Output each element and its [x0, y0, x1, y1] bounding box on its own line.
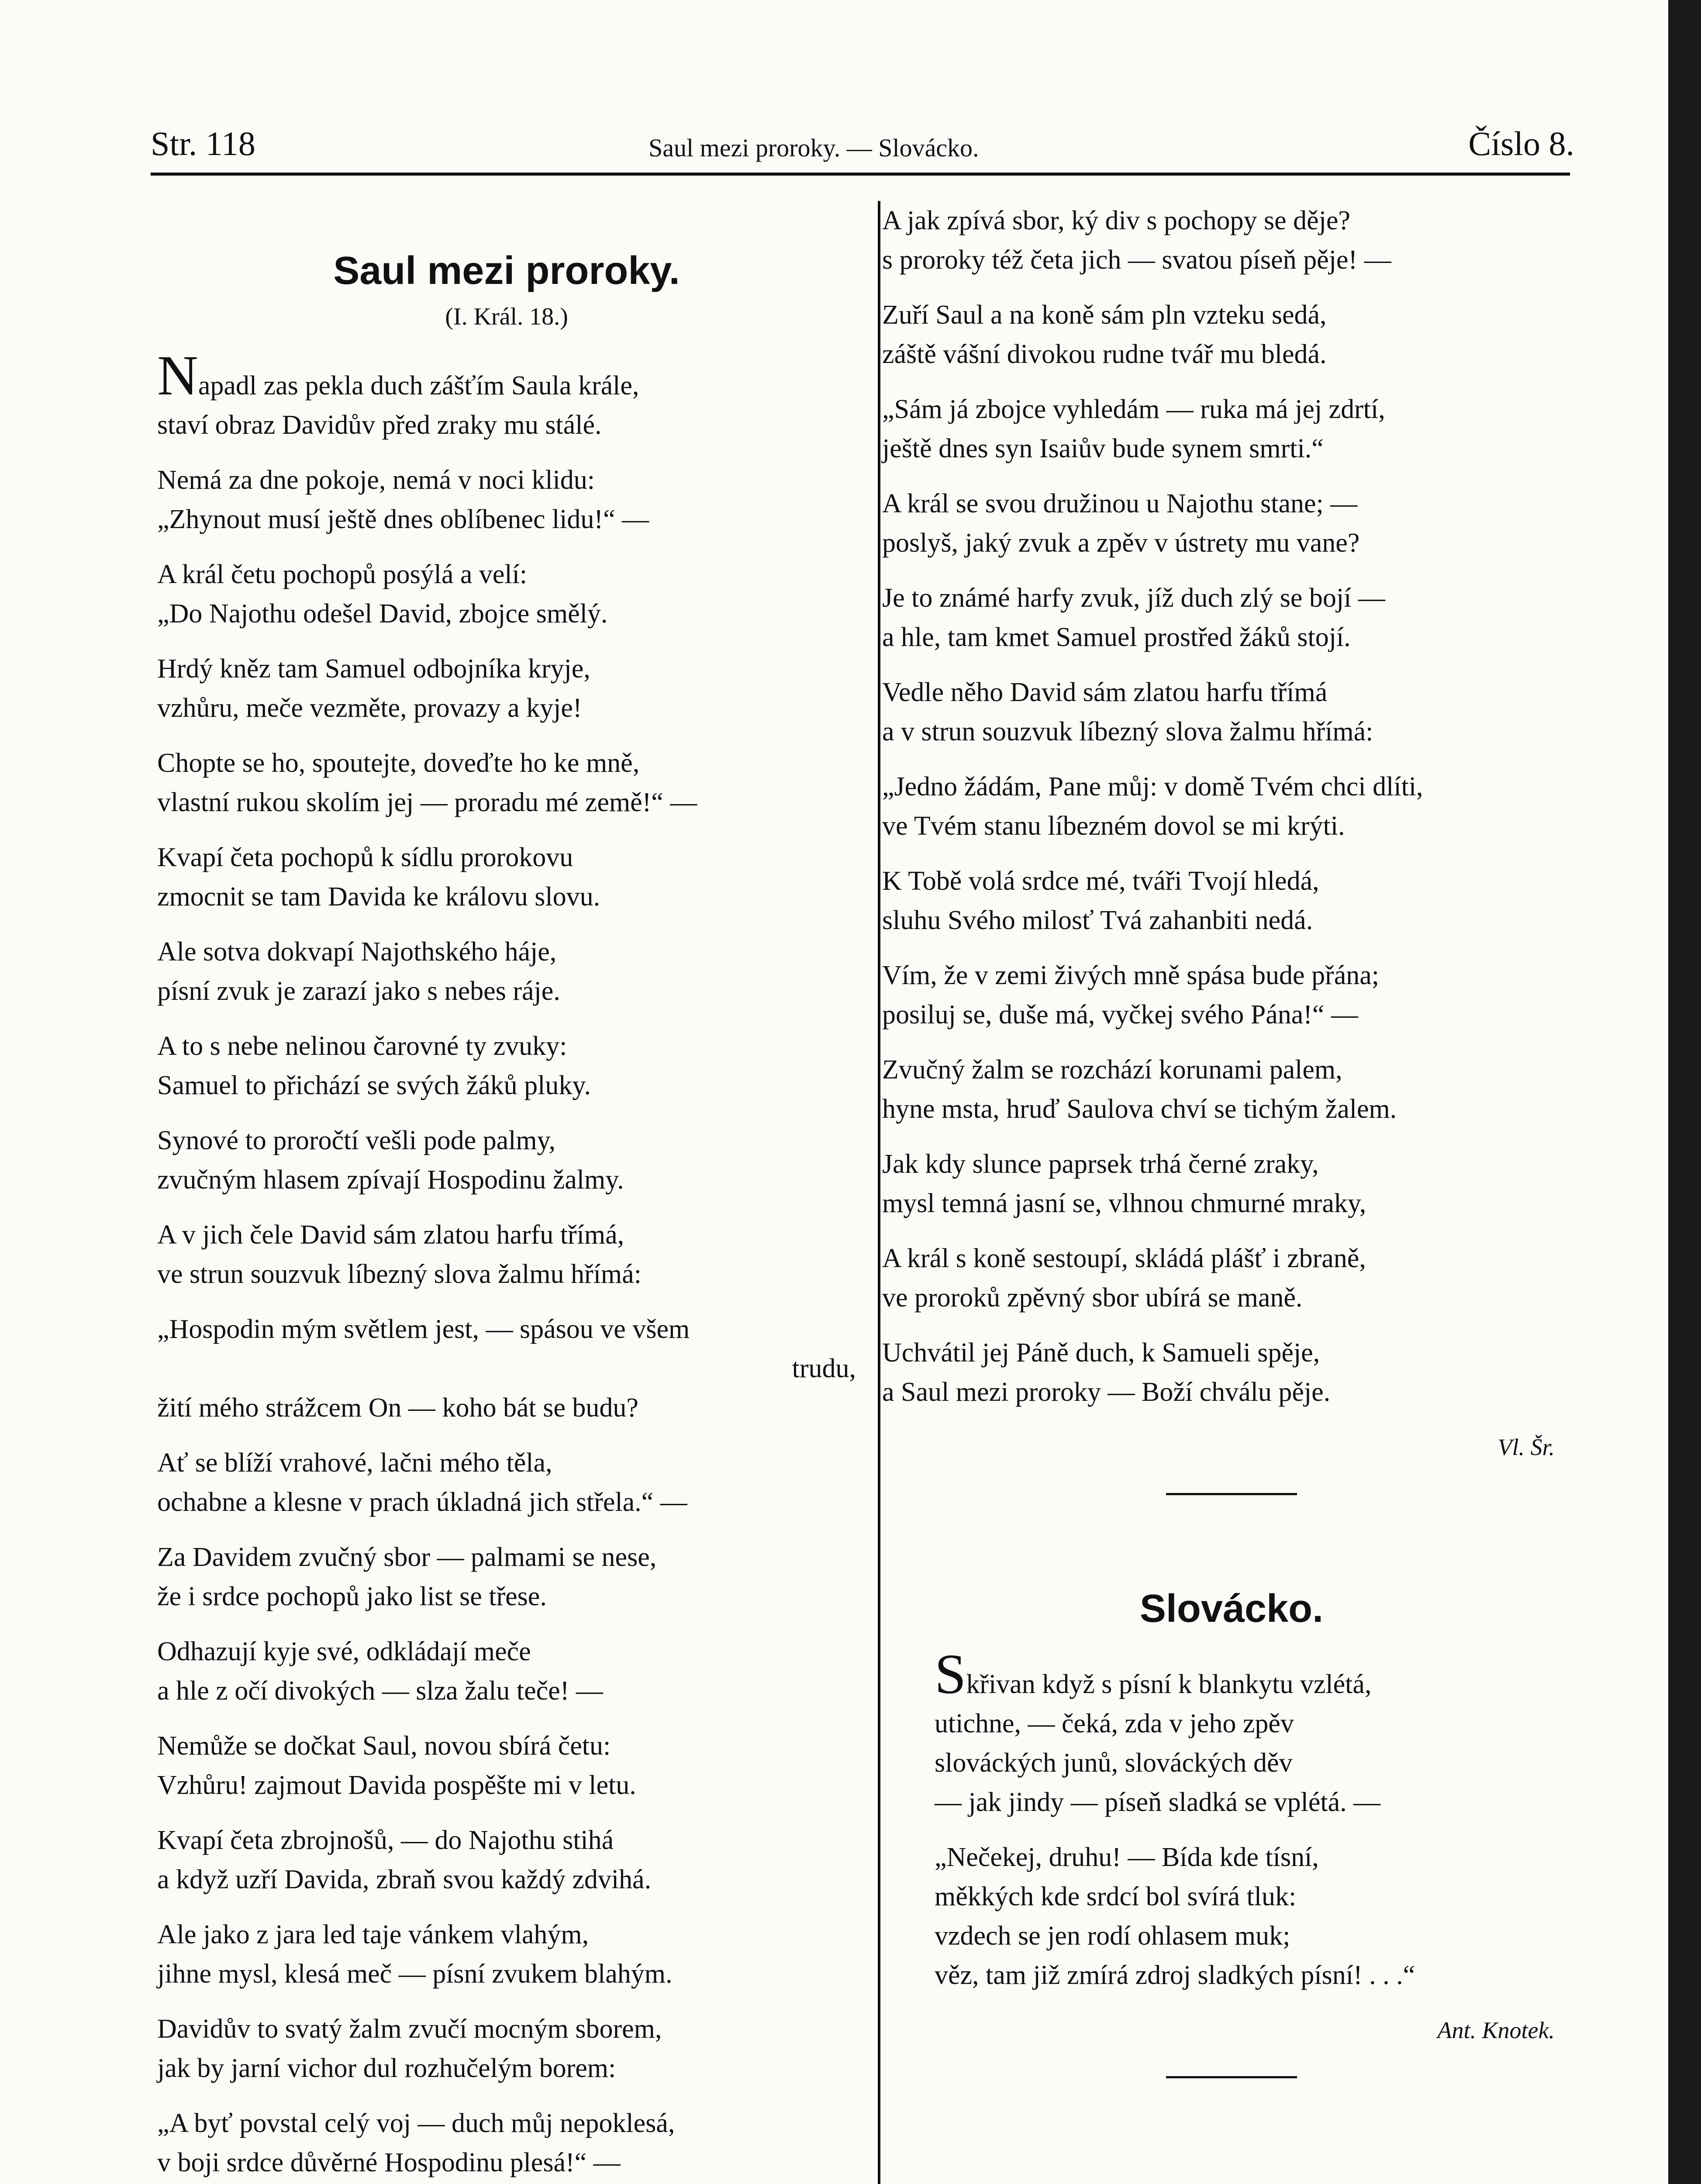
stanza	[157, 1915, 856, 1994]
verse-line: s proroky též četa jich — svatou píseň pěje! —	[882, 245, 1391, 275]
verse-line: Samuel to přichází se svých žáků pluky.	[157, 1071, 591, 1100]
verse-line: Zuří Saul a na koně sám pln vzteku sedá,	[882, 300, 1327, 330]
verse-line: staví obraz Davidův před zraky mu stálé.	[157, 410, 602, 440]
stanza	[157, 1215, 856, 1294]
verse-line: a hle z očí divokých — slza žalu teče! —	[157, 1676, 603, 1706]
verse-line: žití mého strážcem On — koho bát se budu?	[157, 1393, 638, 1423]
verse-line: Je to známé harfy zvuk, jíž duch zlý se bojí —	[882, 583, 1385, 613]
stanza	[157, 1632, 856, 1711]
stanza	[882, 578, 1581, 657]
verse-line: ve strun souzvuk líbezný slova žalmu hřímá:	[157, 1259, 642, 1289]
verse-line: „Do Najothu odešel David, zbojce smělý.	[157, 599, 608, 629]
verse-line: Kvapí četa zbrojnošů, — do Najothu stihá	[157, 1825, 614, 1855]
verse-line: a Saul mezi proroky — Boží chválu pěje.	[882, 1377, 1331, 1407]
left-column	[157, 245, 856, 2184]
drop-cap: N	[157, 344, 198, 407]
verse-line: posiluj se, duše má, vyčkej svého Pána!“ —	[882, 1000, 1358, 1030]
verse-line: utichne, — čeká, zda v jeho zpěv	[935, 1709, 1294, 1738]
verse-line: v boji srdce důvěrné Hospodinu plesá!“ —	[157, 2148, 621, 2177]
verse-line: Zvučný žalm se rozchází korunami palem,	[882, 1055, 1342, 1085]
stanza	[157, 932, 856, 1011]
stanza	[882, 484, 1581, 563]
verse-line: hyne msta, hruď Saulova chví se tichým žalem.	[882, 1094, 1397, 1124]
verse-line: Nemá za dne pokoje, nemá v noci klidu:	[157, 465, 595, 495]
stanza	[157, 2009, 856, 2088]
verse-line: Vím, že v zemi živých mně spása bude přána;	[882, 961, 1379, 990]
stanza	[882, 1333, 1581, 1412]
section-rule	[1166, 1493, 1297, 1495]
issue-number: Číslo 8.	[1468, 124, 1574, 162]
verse-line: A v jich čele David sám zlatou harfu třímá,	[157, 1220, 625, 1250]
verse-line: ve Tvém stanu líbezném dovol se mi krýti.	[882, 811, 1345, 841]
verse-line: „Nečekej, druhu! — Bída kde tísní,	[935, 1842, 1319, 1872]
column-rule	[878, 201, 880, 2184]
verse-line: sluhu Svého milosť Tvá zahanbiti nedá.	[882, 905, 1313, 935]
drop-cap: S	[935, 1643, 966, 1706]
stanza	[157, 743, 856, 822]
verse-line: — jak jindy — píseň sladká se vplétá. —	[935, 1787, 1381, 1817]
stanza	[882, 861, 1581, 940]
author-signature: Vl. Šr.	[1497, 1434, 1555, 1460]
verse-line: záště vášní divokou rudne tvář mu bledá.	[882, 339, 1327, 369]
stanza	[157, 1121, 856, 1199]
stanza	[157, 649, 856, 728]
stanza	[157, 1538, 856, 1616]
verse-line: vzdech se jen rodí ohlasem muk;	[935, 1921, 1290, 1951]
stanza	[157, 460, 856, 539]
stanza	[157, 1726, 856, 1805]
verse-line: Napadl zas pekla duch zášťím Saula krále,	[157, 344, 639, 407]
stanza	[882, 673, 1581, 751]
verse-line: „Hospodin mým světlem jest, — spásou ve všem	[157, 1314, 690, 1344]
verse-line: Skřivan když s písní k blankytu vzlétá,	[935, 1643, 1372, 1706]
verse-line: Ale jako z jara led taje vánkem vlahým,	[157, 1920, 589, 1949]
stanza	[882, 1050, 1581, 1129]
poem-subtitle: (I. Král. 18.)	[445, 303, 568, 330]
verse-line: slováckých junů, slováckých děv	[935, 1748, 1293, 1778]
verse-line: „A byť povstal celý voj — duch můj nepoklesá,	[157, 2108, 675, 2138]
verse-line: vlastní rukou skolím jej — proradu mé země!“ —	[157, 788, 697, 817]
stanza	[157, 1443, 856, 1522]
verse-line: a hle, tam kmet Samuel prostřed žáků stojí.	[882, 622, 1351, 652]
verse-line: a když uzří Davida, zbraň svou každý zdvihá.	[157, 1865, 652, 1894]
page-number: Str. 118	[151, 124, 255, 162]
verse-line: Hrdý kněz tam Samuel odbojníka kryje,	[157, 654, 590, 684]
stanza	[935, 1643, 1581, 1822]
stanza	[157, 838, 856, 916]
stanza	[882, 295, 1581, 374]
verse-line: Ať se blíží vrahové, lačni mého těla,	[157, 1448, 552, 1478]
verse-line: mysl temná jasní se, vlhnou chmurné mraky,	[882, 1189, 1366, 1218]
verse-line: ochabne a klesne v prach úkladná jich střela.“ —	[157, 1487, 687, 1517]
verse-line: zmocnit se tam Davida ke královu slovu.	[157, 882, 600, 912]
verse-line: „Zhynout musí ještě dnes oblíbenec lidu!“ —	[157, 505, 649, 534]
verse-line: jak by jarní vichor dul rozhučelým borem:	[157, 2053, 616, 2083]
verse-line: ve proroků zpěvný sbor ubírá se maně.	[882, 1283, 1303, 1313]
verse-line: Davidův to svatý žalm zvučí mocným sborem,	[157, 2014, 662, 2044]
verse-line: trudu,	[792, 1354, 856, 1383]
author-signature-2: Ant. Knotek.	[1437, 2017, 1555, 2043]
stanza	[882, 1144, 1581, 1223]
verse-line: věz, tam již zmírá zdroj sladkých písní! . . .“	[935, 1960, 1415, 1990]
verse-line: A král s koně sestoupí, skládá plášť i zbraně,	[882, 1244, 1366, 1273]
verse-line: A to s nebe nelinou čarovné ty zvuky:	[157, 1031, 567, 1061]
verse-line: A jak zpívá sbor, ký div s pochopy se děje?	[882, 206, 1350, 235]
stanza	[157, 1310, 856, 1427]
verse-line: zvučným hlasem zpívají Hospodinu žalmy.	[157, 1165, 624, 1195]
verse-line: „Sám já zbojce vyhledám — ruka má jej zdrtí,	[882, 394, 1385, 424]
stanza	[157, 344, 856, 445]
stanza	[882, 201, 1581, 280]
verse-line: měkkých kde srdcí bol svírá tluk:	[935, 1882, 1297, 1911]
verse-line: „Jedno žádám, Pane můj: v domě Tvém chci dlíti,	[882, 772, 1423, 802]
stanza	[882, 767, 1581, 846]
stanza	[157, 2104, 856, 2182]
stanza	[882, 956, 1581, 1034]
verse-line: A král četu pochopů posýlá a velí:	[157, 560, 528, 589]
verse-line: poslyš, jaký zvuk a zpěv v ústrety mu vane?	[882, 528, 1360, 558]
right-column	[882, 201, 1581, 2096]
verse-line: Vzhůru! zajmout Davida pospěšte mi v letu.	[157, 1770, 636, 1800]
verse-line: Jak kdy slunce paprsek trhá černé zraky,	[882, 1149, 1319, 1179]
stanza	[935, 1838, 1581, 1995]
stanza	[157, 1821, 856, 1899]
header-rule	[151, 173, 1570, 176]
verse-line: Vedle něho David sám zlatou harfu třímá	[882, 677, 1328, 707]
verse-line: ještě dnes syn Isaiův bude synem smrti.“	[882, 434, 1324, 463]
verse-line: jihne mysl, klesá meč — písní zvukem blahým.	[157, 1959, 673, 1989]
stanza	[157, 555, 856, 633]
section-rule-2	[1166, 2076, 1297, 2078]
verse-line: písní zvuk je zarazí jako s nebes ráje.	[157, 976, 560, 1006]
verse-line: že i srdce pochopů jako list se třese.	[157, 1582, 547, 1611]
verse-line: Za Davidem zvučný sbor — palmami se nese,	[157, 1542, 657, 1572]
poem2-body	[882, 1643, 1581, 1995]
verse-line: Uchvátil jej Páně duch, k Samueli spěje,	[882, 1338, 1320, 1368]
verse-line: a v strun souzvuk líbezný slova žalmu hřímá:	[882, 717, 1373, 746]
verse-line: A král se svou družinou u Najothu stane; —	[882, 489, 1358, 518]
stanza	[157, 1026, 856, 1105]
verse-line: Chopte se ho, spoutejte, doveďte ho ke mně,	[157, 748, 640, 778]
verse-line: vzhůru, meče vezměte, provazy a kyje!	[157, 693, 582, 723]
stanza	[882, 1239, 1581, 1317]
verse-line: Kvapí četa pochopů k sídlu prorokovu	[157, 843, 573, 872]
stanza	[882, 390, 1581, 468]
verse-line: Odhazují kyje své, odkládají meče	[157, 1637, 531, 1666]
running-title: Saul mezi proroky. — Slovácko.	[649, 134, 979, 162]
verse-line: K Tobě volá srdce mé, tváři Tvojí hledá,	[882, 866, 1319, 896]
verse-line: Synové to proročtí vešli pode palmy,	[157, 1126, 556, 1155]
verse-line: Ale sotva dokvapí Najothského háje,	[157, 937, 557, 967]
poem-title: Saul mezi proroky.	[333, 249, 680, 293]
poem-title-2: Slovácko.	[1139, 1587, 1324, 1631]
verse-line: Nemůže se dočkat Saul, novou sbírá četu:	[157, 1731, 611, 1761]
